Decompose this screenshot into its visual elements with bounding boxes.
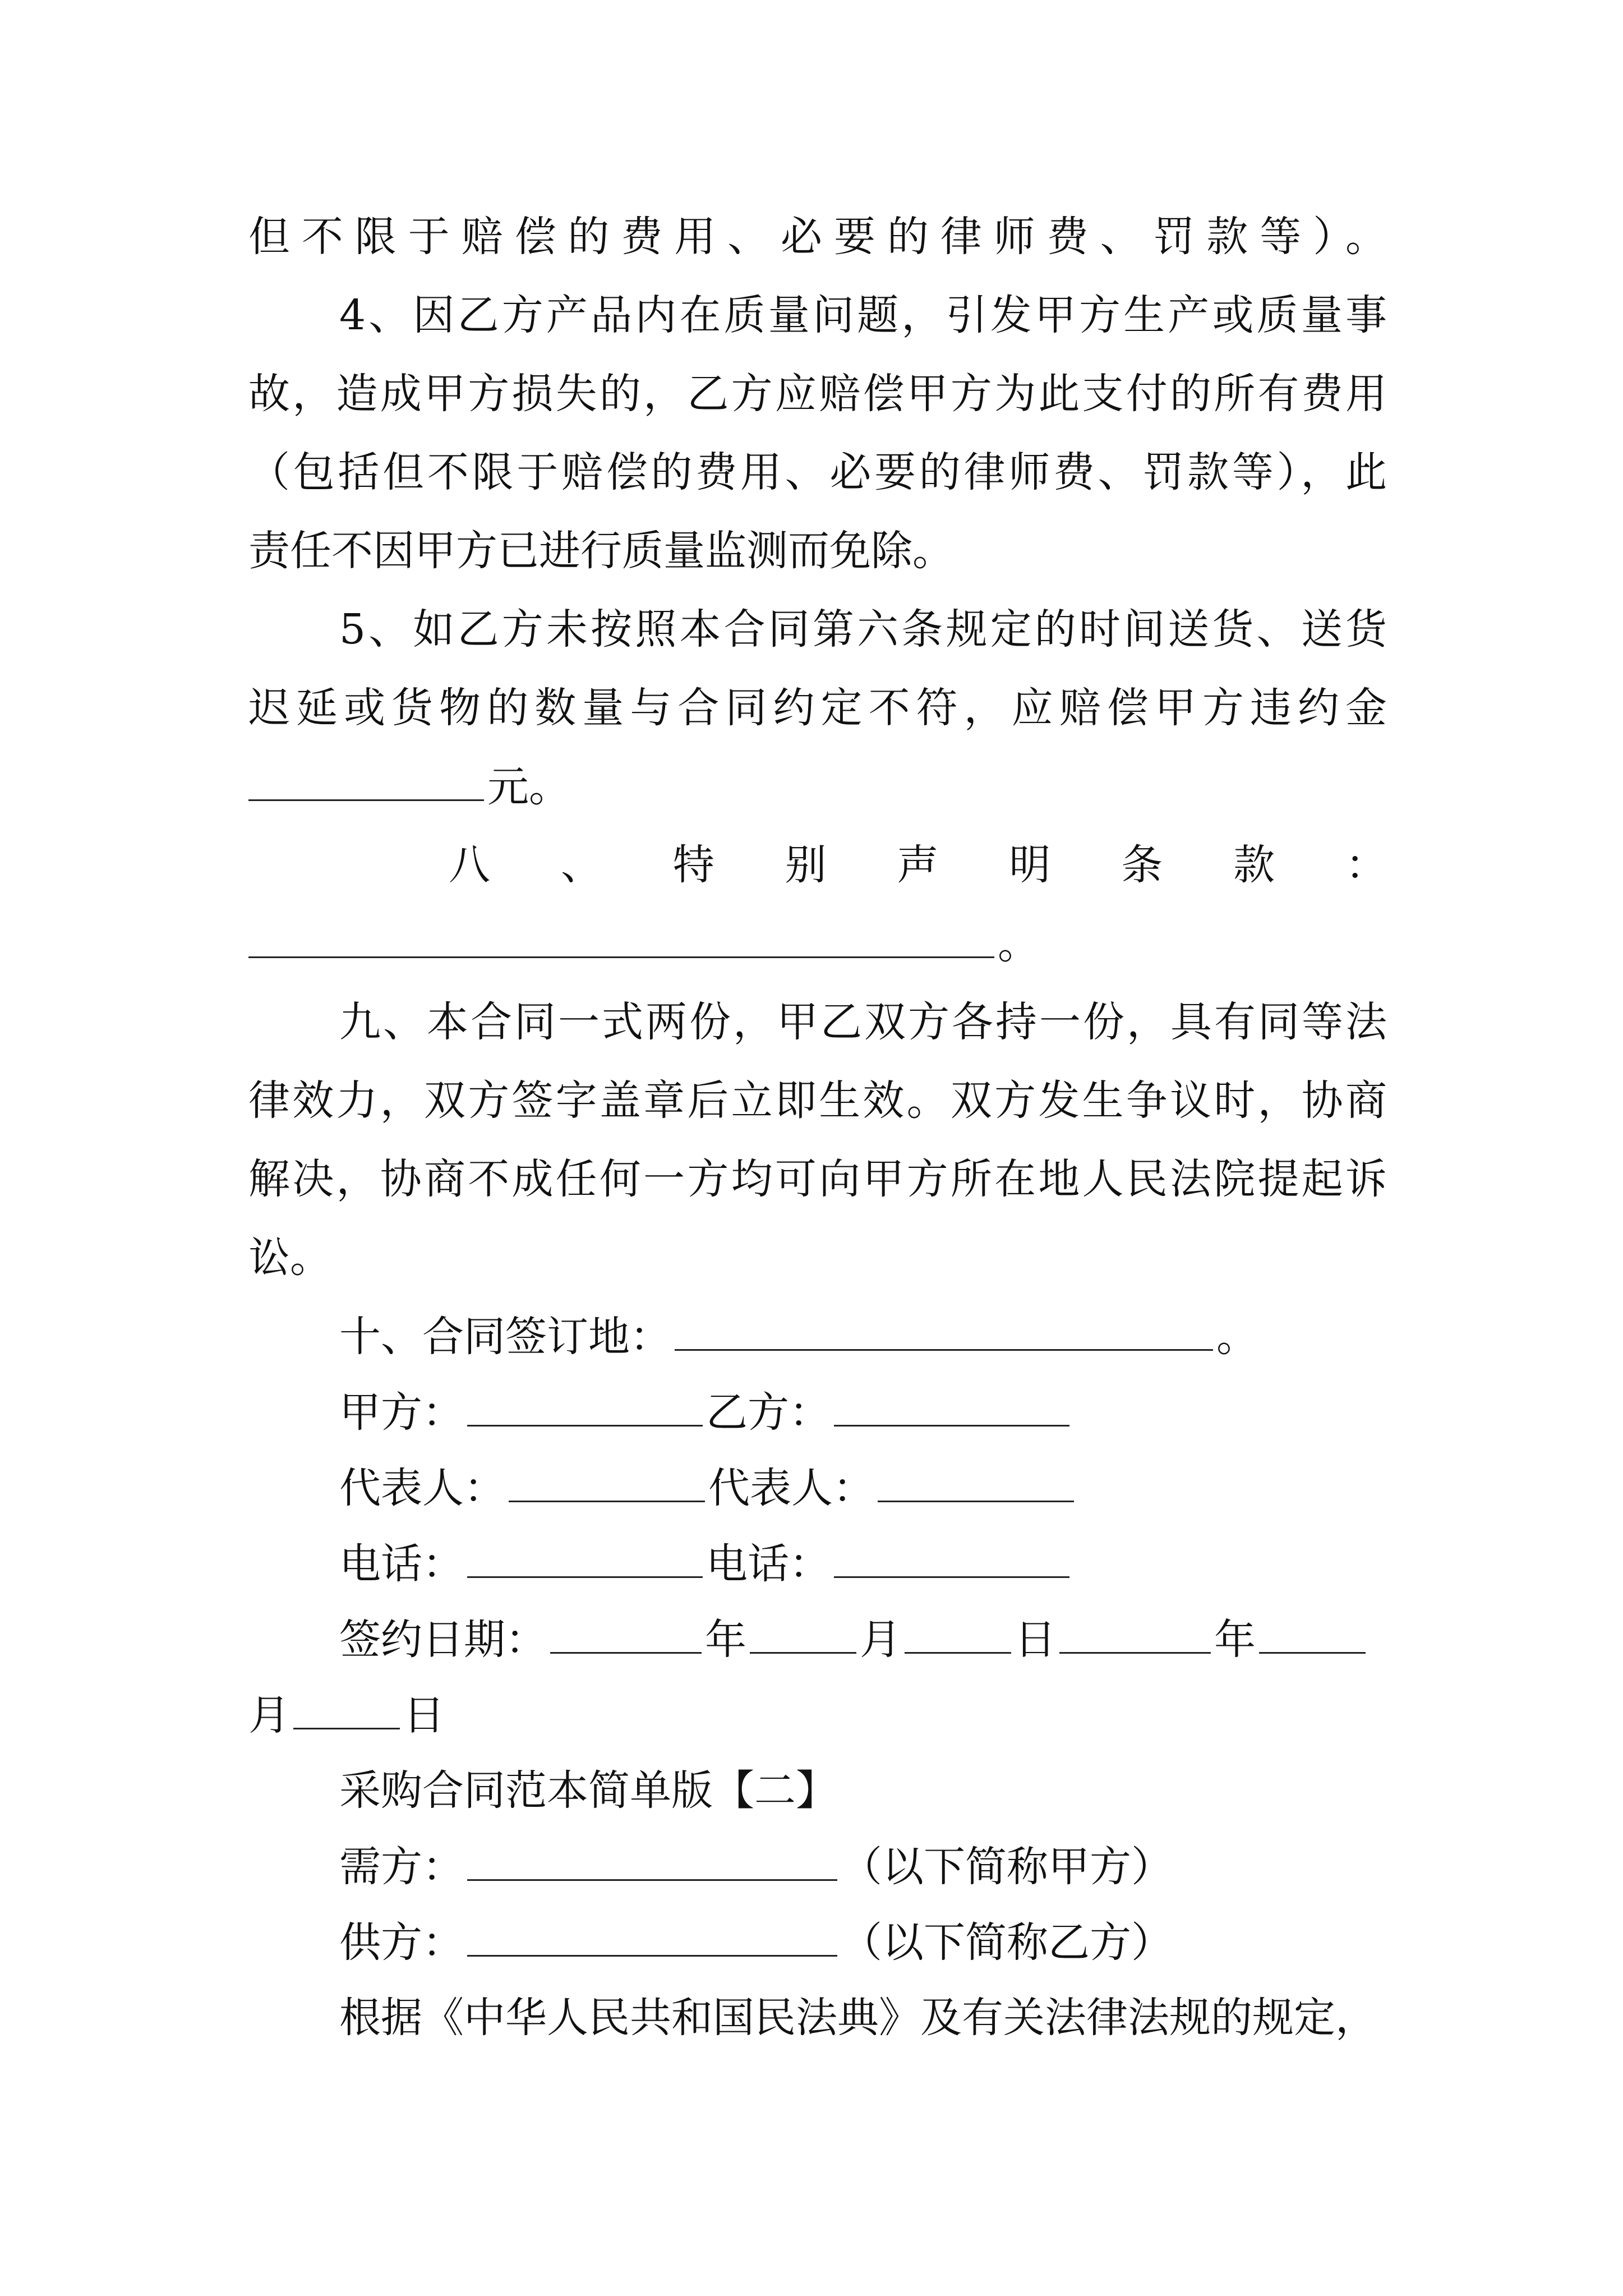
year-label: 年 (705, 1616, 746, 1664)
day-blank[interactable] (905, 1618, 1011, 1654)
heading-char: 款 (1233, 841, 1275, 889)
supplier-line (339, 1918, 1173, 1967)
date-label: 签约日期： (339, 1616, 547, 1664)
rep-b-blank[interactable] (878, 1467, 1074, 1502)
representative-line (339, 1464, 1077, 1512)
text-line: 故，造成甲方损失的，乙方应赔偿甲方为此支付的所有费用 (248, 370, 1387, 418)
buyer-blank[interactable] (467, 1846, 837, 1881)
date-line (339, 1616, 1369, 1664)
month-blank[interactable] (750, 1618, 856, 1654)
month-label: 月 (860, 1616, 901, 1664)
preamble-line: 根据《中华人民共和国民法典》及有关法律法规的规定， (339, 1994, 1377, 2042)
rep-a-label: 代表人： (339, 1464, 505, 1512)
clause-9-line: 九、本合同一式两份，甲乙双方各持一份，具有同等法 (339, 998, 1387, 1046)
text-line: 解决，协商不成任何一方均可向甲方所在地人民法院提起诉 (248, 1155, 1387, 1203)
day2-label: 日 (403, 1691, 445, 1740)
phone-a-blank[interactable] (467, 1543, 703, 1578)
supplier-label: 供方： (339, 1918, 464, 1967)
buyer-line (339, 1843, 1173, 1891)
party-line (339, 1388, 1073, 1437)
heading-char: ： (1345, 841, 1387, 889)
signing-place-blank[interactable] (675, 1315, 1213, 1351)
year2-label: 年 (1214, 1616, 1256, 1664)
section-8-heading (449, 841, 1387, 889)
heading-char: 、 (560, 841, 602, 889)
heading-char: 条 (1121, 841, 1163, 889)
heading-char: 特 (672, 841, 714, 889)
special-terms-blank[interactable] (248, 923, 994, 958)
supplier-note: （以下简称乙方） (841, 1918, 1173, 1967)
phone-line (339, 1540, 1073, 1588)
text-line: （包括但不限于赔偿的费用、必要的律师费、罚款等），此 (248, 448, 1387, 496)
buyer-label: 需方： (339, 1843, 464, 1891)
signing-place-end: 。 (1216, 1313, 1258, 1361)
day2-blank[interactable] (293, 1694, 400, 1729)
party-b-label: 乙方： (706, 1388, 831, 1437)
text-line: 责任不因甲方已进行质量监测而免除。 (248, 527, 954, 575)
clause-5-line: 5、如乙方未按照本合同第六条规定的时间送货、送货 (339, 605, 1387, 654)
signing-place-label: 十、合同签订地： (339, 1313, 671, 1361)
penalty-line (248, 763, 570, 811)
text-line: 律效力，双方签字盖章后立即生效。双方发生争议时，协商 (248, 1076, 1387, 1125)
buyer-note: （以下简称甲方） (841, 1843, 1173, 1891)
heading-char: 明 (1009, 841, 1051, 889)
party-b-blank[interactable] (834, 1391, 1069, 1427)
clause-4-line: 4、因乙方产品内在质量问题，引发甲方生产或质量事 (339, 291, 1387, 339)
rep-b-label: 代表人： (708, 1464, 874, 1512)
heading-char: 别 (785, 841, 827, 889)
month2-blank-part[interactable] (1259, 1618, 1366, 1654)
phone-b-label: 电话： (706, 1540, 831, 1588)
phone-a-label: 电话： (339, 1540, 464, 1588)
section-2-title: 采购合同范本简单版【二】 (339, 1766, 837, 1815)
month2-label: 月 (248, 1691, 290, 1740)
penalty-amount-blank[interactable] (248, 766, 484, 801)
party-a-label: 甲方： (339, 1388, 464, 1437)
phone-b-blank[interactable] (834, 1543, 1069, 1578)
signing-place-line (339, 1313, 1258, 1361)
supplier-blank[interactable] (467, 1921, 837, 1957)
text-line: 迟延或货物的数量与合同约定不符，应赔偿甲方违约金 (248, 684, 1387, 732)
text-line: 但不限于赔偿的费用、必要的律师费、罚款等）。 (248, 213, 1387, 261)
heading-char: 八 (449, 841, 490, 889)
special-terms-line (248, 920, 1039, 968)
year2-blank[interactable] (1059, 1618, 1211, 1654)
special-terms-end: 。 (998, 920, 1039, 968)
penalty-unit: 元。 (487, 763, 570, 811)
rep-a-blank[interactable] (509, 1467, 705, 1502)
date-line-continued (248, 1691, 445, 1740)
text-line: 讼。 (248, 1234, 331, 1282)
heading-char: 声 (897, 841, 939, 889)
day-label: 日 (1015, 1616, 1056, 1664)
party-a-blank[interactable] (467, 1391, 703, 1427)
year-blank[interactable] (550, 1618, 702, 1654)
